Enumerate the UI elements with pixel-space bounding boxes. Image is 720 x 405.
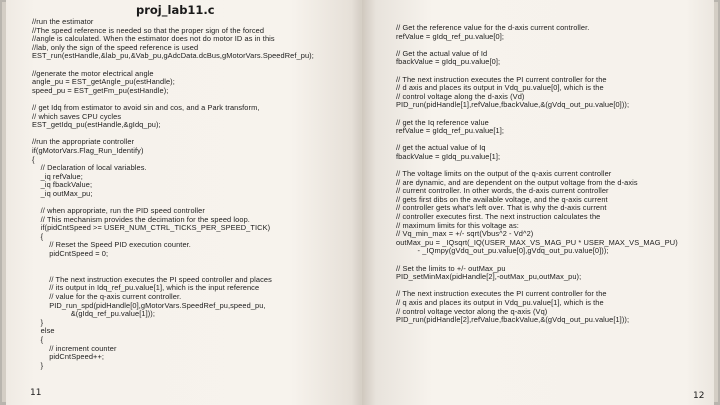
right-code-block: [396, 24, 678, 325]
code-line: // its output in Idq_ref_pu.value[1], which is the input reference: [32, 283, 260, 293]
code-line: // controller executes first. The next instruction calculates the: [396, 212, 601, 222]
code-line: // Reset the Speed PID execution counter.: [32, 240, 191, 250]
code-line: // get the actual value of Iq: [396, 143, 486, 153]
code-line: // Declaration of local variables.: [32, 163, 147, 173]
code-line: // The next instruction executes the PI current controller for the: [396, 74, 607, 84]
code-line: // Set the limits to +/- outMax_pu: [396, 263, 506, 273]
code-line: // when appropriate, run the PID speed controller: [32, 206, 205, 216]
code-line: PID_run_spd(pidHandle[0],gMotorVars.SpeedRef_pu,speed_pu,: [32, 300, 266, 310]
code-line: - _IQmpy(gVdq_out_pu.value[0],gVdq_out_pu.value[0]));: [396, 246, 609, 256]
code-line: {: [32, 154, 35, 164]
code-line: pidCntSpeed++;: [32, 352, 105, 362]
code-line: // maximum limits for this voltage as:: [396, 220, 519, 230]
code-line: //generate the motor electrical angle: [32, 68, 154, 78]
code-line: //run the estimator: [32, 17, 94, 26]
code-line: PID_run(pidHandle[2],refValue,fbackValue,&(gVdq_out_pu.value[1]));: [396, 315, 630, 325]
left-code-block: [32, 18, 314, 370]
code-line: pidCntSpeed = 0;: [32, 249, 109, 259]
code-line: //lab, only the sign of the speed reference is used: [32, 42, 199, 52]
code-line: // Vq_min_max = +/- sqrt(Vbus^2 - Vd^2): [396, 229, 534, 239]
code-line: else: [32, 326, 55, 336]
code-line: PID_run(pidHandle[1],refValue,fbackValue,&(gVdq_out_pu.value[0]));: [396, 100, 630, 110]
right-page: [362, 0, 714, 405]
code-line: refValue = gIdq_ref_pu.value[1];: [396, 126, 505, 136]
code-line: if(pidCntSpeed >= USER_NUM_CTRL_TICKS_PER_SPEED_TICK): [32, 223, 271, 233]
code-line: // Get the actual value of Id: [396, 48, 488, 58]
code-line: {: [32, 231, 44, 241]
code-line: fbackValue = gIdq_pu.value[0];: [396, 57, 501, 67]
code-line: [32, 259, 314, 268]
code-line: // value for the q-axis current controller.: [32, 292, 182, 301]
code-line: {: [32, 334, 44, 344]
page-title: proj_lab11.c: [136, 3, 215, 17]
code-line: _iq refValue;: [32, 171, 83, 181]
code-line: PID_setMinMax(pidHandle[2],-outMax_pu,outMax_pu);: [396, 272, 582, 282]
code-line: // The voltage limits on the output of the q-axis current controller: [396, 169, 612, 179]
code-line: // This mechanism provides the decimation for the speed loop.: [32, 214, 250, 224]
code-line: EST_run(estHandle,&lab_pu,&Vab_pu,gAdcData.dcBus,gMotorVars.SpeedRef_pu);: [32, 51, 314, 61]
code-line: // increment counter: [32, 343, 117, 353]
right-page-number: 12: [693, 391, 705, 401]
code-line: //The speed reference is needed so that the proper sign of the forced: [32, 25, 265, 35]
code-line: _iq fbackValue;: [32, 180, 93, 190]
code-line: // control voltage along the d-axis (Vd): [396, 91, 525, 101]
code-line: }: [32, 360, 44, 370]
code-line: // are dynamic, and are dependent on the output voltage from the d-axis: [396, 177, 638, 187]
code-line: // q axis and places its output in Vdq_pu.value[1], which is the: [396, 298, 604, 307]
code-line: // The next instruction executes the PI speed controller and places: [32, 274, 272, 284]
code-line: EST_getIdq_pu(estHandle,&gIdq_pu);: [32, 120, 161, 130]
code-line: if(gMotorVars.Flag_Run_Identify): [32, 145, 144, 155]
page-stack-right: [714, 2, 718, 402]
code-line: //angle is calculated. When the estimator does not do motor ID as in this: [32, 34, 275, 44]
code-line: // Get the reference value for the d-axis current controller.: [396, 23, 590, 32]
code-line: _iq outMax_pu;: [32, 188, 93, 198]
code-line: // gets first dibs on the available voltage, and the q-axis current: [396, 194, 608, 204]
code-line: // control voltage vector along the q-axis (Vq): [396, 306, 548, 316]
code-line: //run the appropriate controller: [32, 137, 135, 147]
code-line: speed_pu = EST_getFm_pu(estHandle);: [32, 85, 169, 95]
left-page-number: 11: [30, 388, 42, 398]
open-book: [6, 0, 714, 405]
code-line: refValue = gIdq_ref_pu.value[0];: [396, 31, 505, 41]
code-line: // get Idq from estimator to avoid sin and cos, and a Park transform,: [32, 102, 260, 112]
code-line: // current controller. In other words, the d-axis current controller: [396, 186, 609, 196]
code-line: outMax_pu = _IQsqrt(_IQ(USER_MAX_VS_MAG_PU * USER_MAX_VS_MAG_PU): [396, 237, 678, 247]
code-line: fbackValue = gIdq_pu.value[1];: [396, 151, 501, 161]
code-line: // which saves CPU cycles: [32, 111, 122, 121]
code-line: // The next instruction executes the PI current controller for the: [396, 289, 607, 299]
code-line: // controller gets what's left over. That is why the d-axis current: [396, 203, 607, 213]
left-page: [6, 0, 363, 405]
code-line: &(gIdq_ref_pu.value[1]));: [32, 309, 156, 319]
code-line: angle_pu = EST_getAngle_pu(estHandle);: [32, 77, 175, 87]
code-line: // get the Iq reference value: [396, 117, 489, 127]
code-line: // d axis and places its output in Vdq_pu.value[0], which is the: [396, 83, 604, 93]
code-line: }: [32, 317, 44, 327]
